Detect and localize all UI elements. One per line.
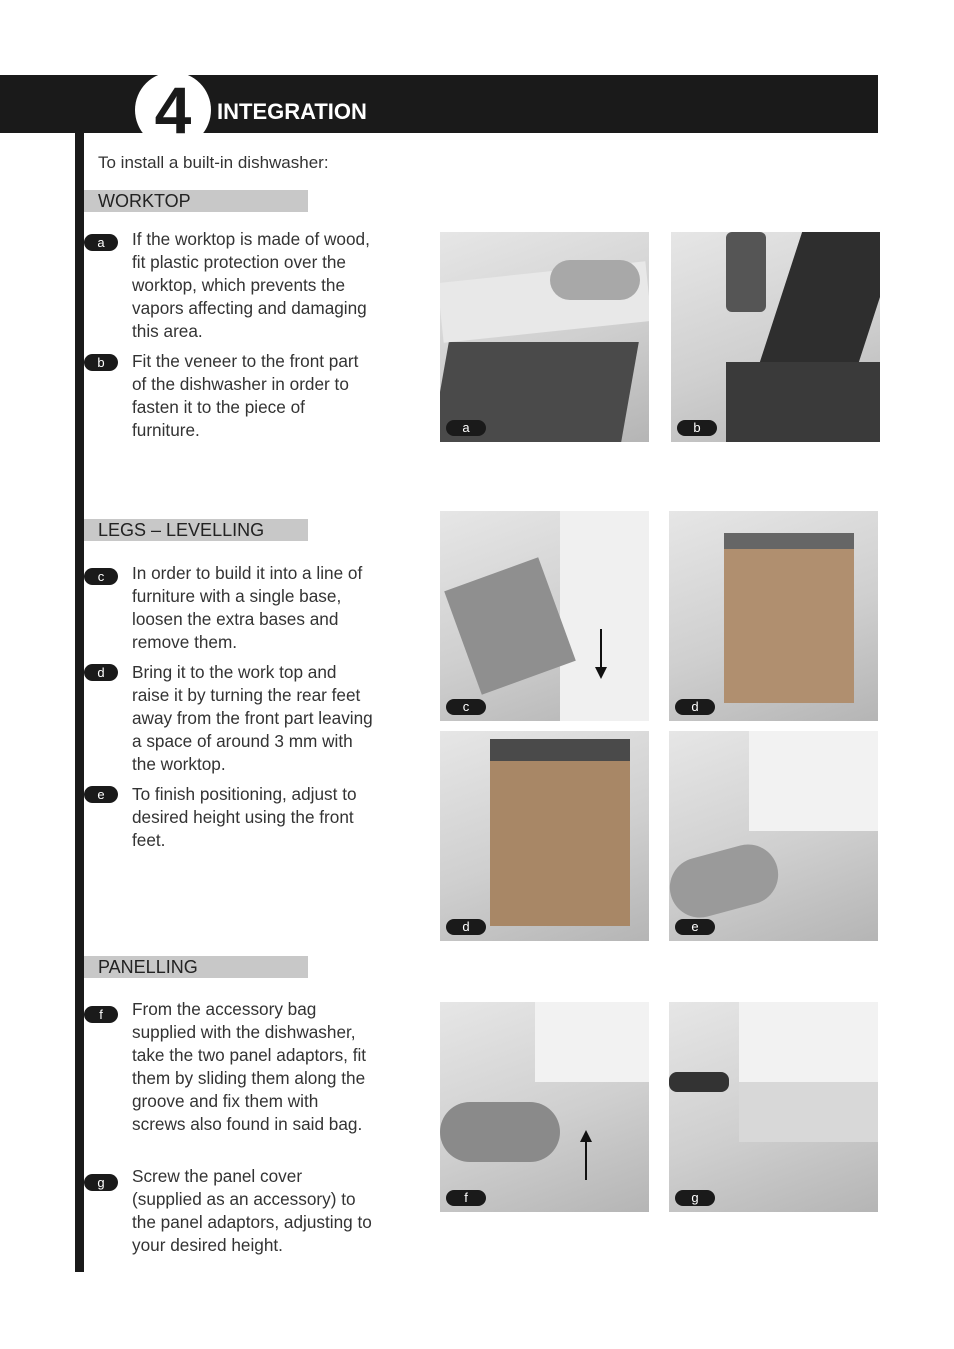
photo-badge-d2: d (446, 919, 486, 935)
photo-d-unit-front (669, 511, 878, 721)
chapter-header-bar (0, 75, 878, 133)
photo-b-fit-veneer (671, 232, 880, 442)
step-text-b: Fit the veneer to the front part of the dishwasher in order to fasten it to the piece of furniture. (132, 351, 359, 440)
photo-badge-g: g (675, 1190, 715, 1206)
step-text-f: From the accessory bag supplied with the dishwasher, take the two panel adaptors, fit them by sliding them along the groove and fix them with screws also found in said bag. (132, 999, 367, 1134)
photo-f-panel-adaptors (440, 1002, 649, 1212)
section-legs-levelling: LEGS – LEVELLING (84, 519, 308, 541)
step-badge-d: d (84, 664, 118, 681)
step-badge-e: e (84, 786, 118, 803)
step-text-d: Bring it to the work top and raise it by turning the rear feet away from the front part leaving a space of around 3 mm with the worktop. (132, 662, 373, 774)
chapter-number: 4 (135, 72, 211, 148)
section-worktop: WORKTOP (84, 190, 308, 212)
photo-e-adjust-feet (669, 731, 878, 941)
photo-badge-e: e (675, 919, 715, 935)
step-badge-a: a (84, 234, 118, 251)
step-text-a: If the worktop is made of wood, fit plastic protection over the worktop, which prevents the vapors affecting and damaging this area. (132, 229, 370, 341)
photo-badge-b: b (677, 420, 717, 436)
side-rule (75, 133, 84, 1272)
page-title: INTEGRATION (217, 99, 367, 124)
photo-badge-c: c (446, 699, 486, 715)
intro-text: To install a built-in dishwasher: (98, 153, 329, 172)
step-text-e: To finish positioning, adjust to desired height using the front feet. (132, 784, 357, 850)
section-panelling: PANELLING (84, 956, 308, 978)
step-badge-g: g (84, 1174, 118, 1191)
step-badge-b: b (84, 354, 118, 371)
photo-a-worktop-protection (440, 232, 649, 442)
step-badge-c: c (84, 568, 118, 585)
step-text-g: Screw the panel cover (supplied as an accessory) to the panel adaptors, adjusting to your desired height. (132, 1166, 372, 1255)
step-text-c: In order to build it into a line of furniture with a single base, loosen the extra bases and remove them. (132, 563, 363, 652)
photo-badge-d1: d (675, 699, 715, 715)
photo-c-remove-bases (440, 511, 649, 721)
photo-g-screw-panel (669, 1002, 878, 1212)
step-badge-f: f (84, 1006, 118, 1023)
photo-badge-f: f (446, 1190, 486, 1206)
photo-badge-a: a (446, 420, 486, 436)
photo-d-unit-angle (440, 731, 649, 941)
